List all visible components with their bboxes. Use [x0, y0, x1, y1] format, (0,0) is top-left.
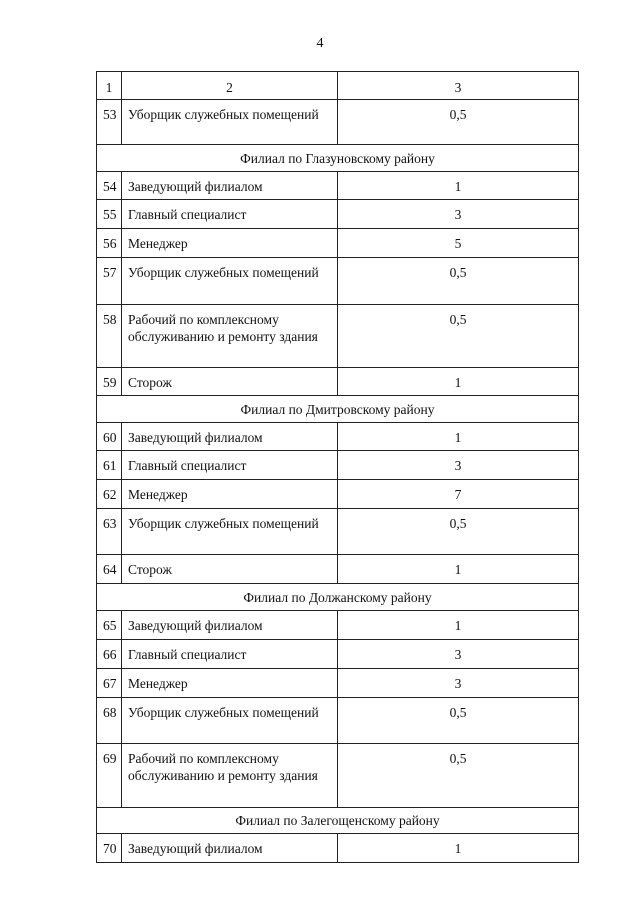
staff-quantity: 1: [338, 834, 579, 863]
position-name: Сторож: [122, 555, 338, 584]
table-row: [97, 698, 579, 744]
column-header-quantity: 3: [338, 72, 579, 100]
column-header-position: 2: [122, 72, 338, 100]
table-row: [97, 451, 579, 480]
row-number: 63: [97, 509, 122, 555]
position-name: Главный специалист: [122, 200, 338, 229]
section-row: [97, 145, 579, 172]
table-row: [97, 258, 579, 305]
table-row: [97, 555, 579, 584]
column-header-number: 1: [97, 72, 122, 100]
row-number: 53: [97, 100, 122, 145]
position-name: Заведующий филиалом: [122, 611, 338, 640]
row-number: 65: [97, 611, 122, 640]
row-number: 60: [97, 423, 122, 451]
row-number: 62: [97, 480, 122, 509]
table-row: [97, 423, 579, 451]
row-number: 61: [97, 451, 122, 480]
table-header-row: [97, 72, 579, 100]
position-name: Главный специалист: [122, 640, 338, 669]
table-row: [97, 640, 579, 669]
section-row: [97, 396, 579, 423]
staff-quantity: 3: [338, 640, 579, 669]
position-name: Уборщик служебных помещений: [122, 100, 338, 145]
staff-quantity: 0,5: [338, 509, 579, 555]
row-number: 66: [97, 640, 122, 669]
table-row: [97, 172, 579, 200]
section-title: Филиал по Дмитровскому району: [97, 396, 579, 423]
staff-quantity: 1: [338, 368, 579, 396]
staff-quantity: 3: [338, 451, 579, 480]
row-number: 58: [97, 305, 122, 368]
table-row: [97, 200, 579, 229]
table-row: [97, 229, 579, 258]
table-row: [97, 368, 579, 396]
staff-quantity: 3: [338, 200, 579, 229]
table-row: [97, 480, 579, 509]
position-name: Сторож: [122, 368, 338, 396]
row-number: 69: [97, 744, 122, 808]
section-title: Филиал по Должанскому району: [97, 584, 579, 611]
position-name: Заведующий филиалом: [122, 423, 338, 451]
row-number: 68: [97, 698, 122, 744]
position-name: Менеджер: [122, 480, 338, 509]
staff-table: [96, 71, 579, 863]
row-number: 56: [97, 229, 122, 258]
section-row: [97, 584, 579, 611]
staff-quantity: 1: [338, 555, 579, 584]
staff-quantity: 7: [338, 480, 579, 509]
table-row: [97, 744, 579, 808]
table-row: [97, 834, 579, 863]
section-title: Филиал по Залегощенскому району: [97, 808, 579, 834]
table-row: [97, 669, 579, 698]
position-name: Уборщик служебных помещений: [122, 509, 338, 555]
row-number: 64: [97, 555, 122, 584]
staff-quantity: 1: [338, 172, 579, 200]
staff-quantity: 5: [338, 229, 579, 258]
table-row: [97, 509, 579, 555]
position-name: Заведующий филиалом: [122, 172, 338, 200]
position-name: Уборщик служебных помещений: [122, 698, 338, 744]
row-number: 54: [97, 172, 122, 200]
page-number: 4: [316, 36, 324, 51]
staff-quantity: 1: [338, 423, 579, 451]
staff-quantity: 0,5: [338, 698, 579, 744]
staff-quantity: 0,5: [338, 744, 579, 808]
section-title: Филиал по Глазуновскому району: [97, 145, 579, 172]
staff-quantity: 1: [338, 611, 579, 640]
position-name: Рабочий по комплексному обслуживанию и ремонту здания: [122, 305, 338, 368]
staff-quantity: 0,5: [338, 258, 579, 305]
section-row: [97, 808, 579, 834]
row-number: 59: [97, 368, 122, 396]
position-name: Главный специалист: [122, 451, 338, 480]
table-row: [97, 305, 579, 368]
position-name: Менеджер: [122, 229, 338, 258]
staff-quantity: 0,5: [338, 100, 579, 145]
position-name: Заведующий филиалом: [122, 834, 338, 863]
row-number: 70: [97, 834, 122, 863]
row-number: 57: [97, 258, 122, 305]
position-name: Уборщик служебных помещений: [122, 258, 338, 305]
row-number: 55: [97, 200, 122, 229]
row-number: 67: [97, 669, 122, 698]
table-row: [97, 611, 579, 640]
position-name: Менеджер: [122, 669, 338, 698]
staff-quantity: 0,5: [338, 305, 579, 368]
table-row: [97, 100, 579, 145]
staff-quantity: 3: [338, 669, 579, 698]
position-name: Рабочий по комплексному обслуживанию и ремонту здания: [122, 744, 338, 808]
